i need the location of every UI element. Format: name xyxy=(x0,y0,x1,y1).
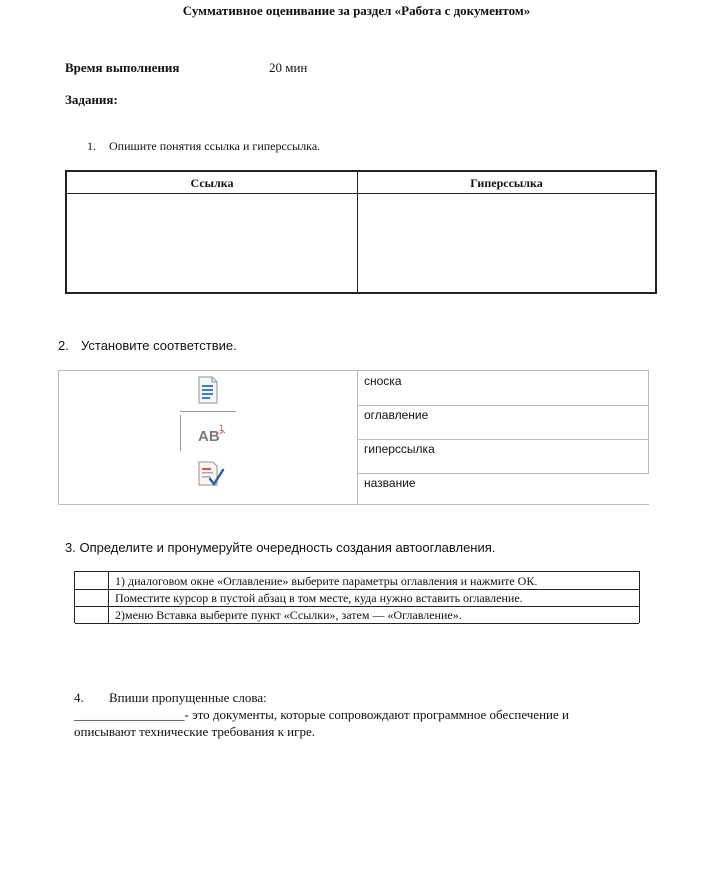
task1-table xyxy=(65,170,657,294)
option-footnote: сноска xyxy=(364,374,402,388)
task4-line-2: описывают технические требования к игре. xyxy=(74,724,315,739)
svg-text:1: 1 xyxy=(219,423,225,433)
row-divider xyxy=(358,473,649,474)
document-check-icon xyxy=(196,459,226,489)
icon-separator xyxy=(180,411,236,412)
document-title: Суммативное оценивание за раздел «Работа с документом» xyxy=(182,3,531,18)
row-divider xyxy=(75,589,639,590)
task4-line-1: _________________- это документы, которые сопровождают программное обеспечение и xyxy=(74,707,569,722)
icon-separator xyxy=(180,415,181,451)
option-toc: оглавление xyxy=(364,408,429,422)
task3-table xyxy=(74,571,640,623)
document-list-icon xyxy=(197,376,219,404)
table-header-divider xyxy=(67,193,655,194)
time-label: Время выполнения xyxy=(65,60,180,75)
task1-number: 1. xyxy=(87,139,96,153)
row-divider xyxy=(75,606,639,607)
column-header-hyperlink: Гиперссылка xyxy=(470,176,543,190)
table-divider xyxy=(108,572,109,623)
task1-text: Опишите понятия ссылка и гиперссылка. xyxy=(109,139,321,153)
time-value: 20 мин xyxy=(269,60,308,75)
task3-text: 3. Определите и пронумеруйте очередность создания автооглавления. xyxy=(65,540,496,555)
task4-number: 4. xyxy=(74,690,84,705)
task3-row-3: 2)меню Вставка выберите пункт «Ссылки», затем — «Оглавление». xyxy=(115,608,462,622)
spelling-ab-icon xyxy=(196,420,228,446)
svg-text:AB: AB xyxy=(198,428,220,445)
task4-text: Впиши пропущенные слова: xyxy=(109,690,267,705)
option-caption: название xyxy=(364,476,416,490)
task3-row-2: Поместите курсор в пустой абзац в том месте, куда нужно вставить оглавление. xyxy=(115,591,523,605)
task2-number: 2. xyxy=(58,338,69,353)
task3-row-1: 1) диалоговом окне «Оглавление» выберите параметры оглавления и нажмите ОК. xyxy=(115,574,538,588)
row-divider xyxy=(358,439,649,440)
task2-table xyxy=(58,370,649,505)
table-divider xyxy=(357,371,358,504)
row-divider xyxy=(75,623,639,624)
column-header-link: Ссылка xyxy=(190,176,234,190)
tasks-label: Задания: xyxy=(65,92,118,107)
row-divider xyxy=(358,405,649,406)
task2-text: Установите соответствие. xyxy=(81,338,237,353)
option-hyperlink: гиперссылка xyxy=(364,442,435,456)
table-right-border xyxy=(648,371,649,473)
